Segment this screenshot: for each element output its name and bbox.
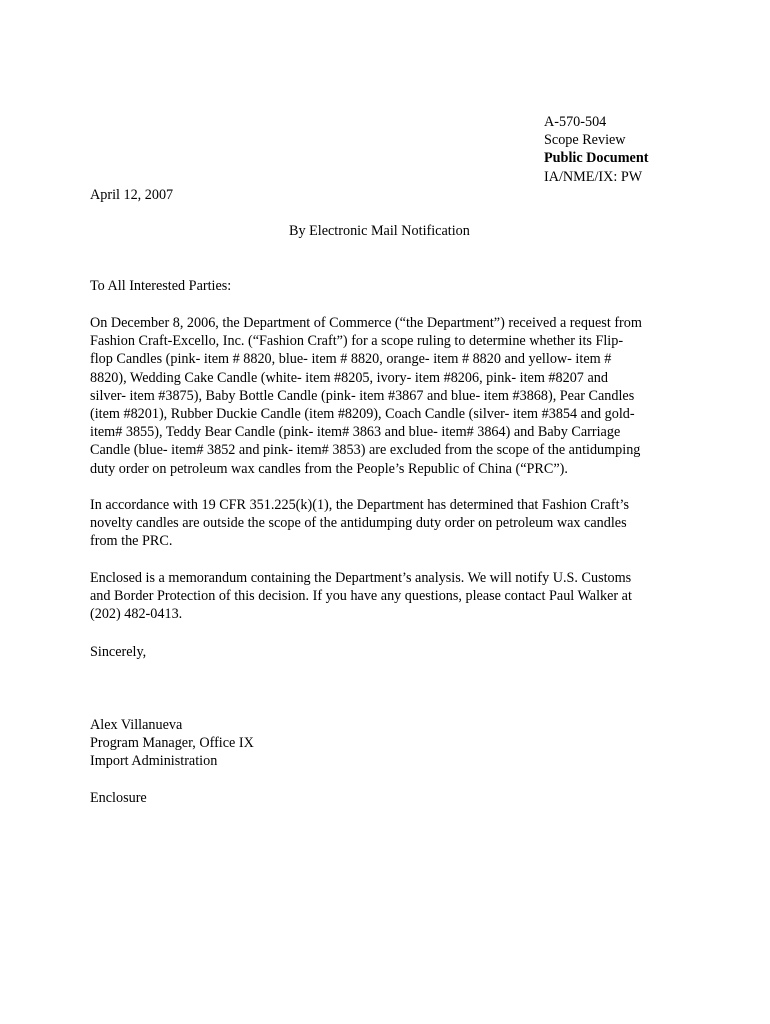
- closing: Sincerely,: [90, 644, 147, 660]
- paragraph-line: flop Candles (pink- item # 8820, blue- item # 8820, orange- item # 8820 and yellow- item #: [90, 351, 612, 368]
- signatory-title: Program Manager, Office IX: [90, 735, 254, 752]
- paragraph-request: [90, 314, 690, 478]
- office-code: IA/NME/IX: PW: [544, 168, 643, 185]
- enclosure-label: Enclosure: [90, 790, 147, 806]
- salutation: To All Interested Parties:: [90, 278, 232, 294]
- paragraph-line: from the PRC.: [90, 533, 173, 550]
- signatory-name: Alex Villanueva: [90, 717, 183, 733]
- paragraph-line: 8820), Wedding Cake Candle (white- item #8205, ivory- item #8206, pink- item #8207 and: [90, 369, 608, 386]
- paragraph-line: item# 3855), Teddy Bear Candle (pink- item# 3863 and blue- item# 3864) and Baby Carriage: [90, 424, 621, 441]
- letter-date: April 12, 2007: [90, 187, 174, 203]
- paragraph-line: In accordance with 19 CFR 351.225(k)(1), the Department has determined that Fashion Craft’s: [90, 497, 629, 513]
- paragraph-line: silver- item #3875), Baby Bottle Candle (pink- item #3867 and blue- item #3868), Pear Candles: [90, 387, 635, 404]
- paragraph-line: Candle (blue- item# 3852 and pink- item# 3853) are excluded from the scope of the antidumping: [90, 442, 641, 459]
- signature-block: [90, 716, 690, 771]
- paragraph-determination: [90, 496, 690, 551]
- paragraph-line: and Border Protection of this decision. If you have any questions, please contact Paul Walker at: [90, 588, 632, 605]
- review-type: Scope Review: [544, 132, 626, 149]
- paragraph-line: On December 8, 2006, the Department of Commerce (“the Department”) received a request from: [90, 315, 642, 331]
- paragraph-line: (202) 482-0413.: [90, 606, 183, 623]
- paragraph-line: Enclosed is a memorandum containing the Department’s analysis. We will notify U.S. Customs: [90, 570, 632, 586]
- case-number: A-570-504: [544, 114, 607, 130]
- delivery-method: By Electronic Mail Notification: [289, 223, 470, 239]
- paragraph-enclosure-notice: [90, 569, 690, 624]
- signatory-organization: Import Administration: [90, 753, 218, 770]
- paragraph-line: duty order on petroleum wax candles from the People’s Republic of China (“PRC”).: [90, 460, 568, 477]
- paragraph-line: Fashion Craft-Excello, Inc. (“Fashion Craft”) for a scope ruling to determine whether its Flip-: [90, 333, 624, 350]
- case-reference-block: [544, 113, 648, 186]
- paragraph-line: (item #8201), Rubber Duckie Candle (item #8209), Coach Candle (silver- item #3854 and gold-: [90, 406, 635, 423]
- paragraph-line: novelty candles are outside the scope of the antidumping duty order on petroleum wax candles: [90, 515, 627, 532]
- document-status: Public Document: [544, 150, 649, 167]
